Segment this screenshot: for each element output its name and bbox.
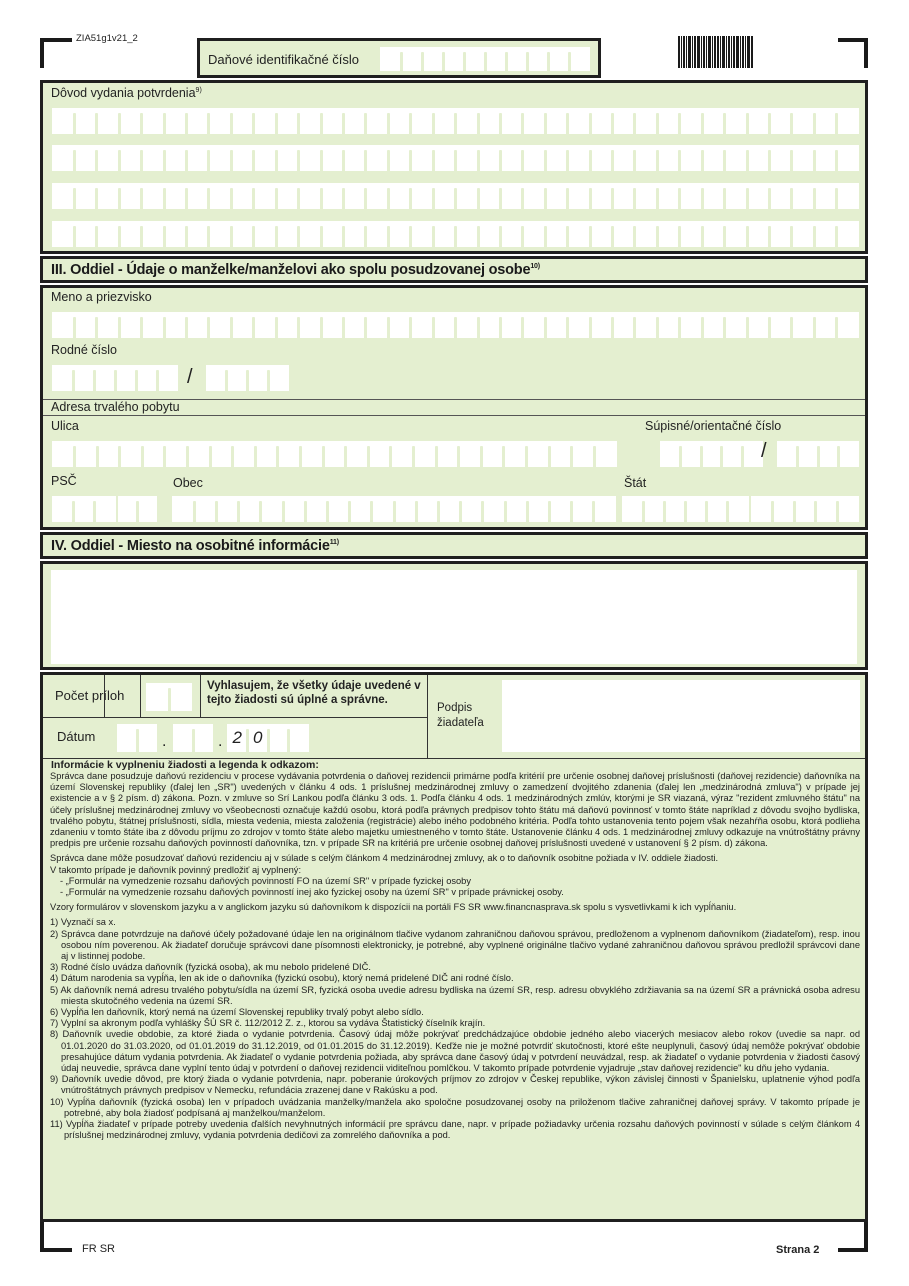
date-dot-2: . [218, 733, 223, 750]
section-3-header [40, 256, 868, 283]
name-label: Meno a priezvisko [51, 290, 152, 304]
reason-panel [40, 80, 868, 254]
info-paragraph-2b: V takomto prípade je daňovník povinný predložiť aj vyplnený: [50, 864, 302, 875]
grid-line [43, 717, 427, 718]
info-note-2: 2) Správca dane potvrdzuje na daňové účely požadované údaje len na originálnom tlačive vydanom zahraničnou daňovou správou, predloženom a vyplnenom daňovníkom (žiadateľom), resp. inou osobou ním poverenou. Ak žiadateľ doručuje správcovi dane písomnosti elektronicky, je potrebné, aby vyplnené originálne tlačivo vydané zahraničnou daňovou správou predložil správcovi dane aj v listinnej podobe. [50, 928, 860, 962]
barcode-icon [678, 36, 766, 68]
section-3-body [40, 285, 868, 530]
state-input-part-2[interactable] [751, 496, 859, 522]
footer-page-number: Strana 2 [776, 1244, 820, 1256]
corner-mark-top-left [40, 38, 72, 68]
reason-label: Dôvod vydania potvrdenia$^{9)}$ [51, 86, 202, 100]
grid-line [140, 675, 141, 717]
section-4-title: IV. Oddiel - Miesto na osobitné informácie$^{11)}$ [51, 538, 339, 554]
info-note-7: 7) Vyplní sa akronym podľa vyhlášky ŠÚ SR č. 112/2012 Z. z., ktorou sa vydáva Štatistický číselník krajín. [50, 1018, 486, 1029]
info-note-5: 5) Ak daňovník nemá adresu trvalého pobytu/sídla na území SR, fyzická osoba uvedie adresu bydliska na území SR, resp. adresu obvyklého zdržiavania sa na území SR a právnická osoba adresu miesta skutočného vedenia na území SR. [50, 984, 860, 1006]
state-label: Štát [624, 476, 647, 490]
info-note-6: 6) Vypĺňa len daňovník, ktorý nemá na území Slovenskej republiky trvalý pobyt alebo sídlo. [50, 1007, 424, 1018]
grid-line [200, 675, 201, 717]
info-heading: Informácie k vyplneniu žiadosti a legenda k odkazom: [51, 759, 319, 771]
street-input[interactable] [52, 441, 617, 467]
form-code: ZIA51g1v21_2 [76, 33, 138, 44]
year-digit-1: 2 [232, 728, 242, 747]
attachments-label: Počet príloh [55, 688, 125, 703]
attachments-count-input[interactable] [146, 683, 192, 711]
birth-number-input-part-2[interactable] [206, 365, 289, 391]
info-bullet-2: - „Formulár na vymedzenie rozsahu daňových povinností inej ako fyzickej osoby na území SR" v prípade právnickej osoby. [60, 887, 564, 898]
info-note-3: 3) Rodné číslo uvádza daňovník (fyzická osoba), ak mu nebolo pridelené DIČ. [50, 962, 371, 973]
info-note-11: 11) Vypĺňa žiadateľ v prípade potreby uvedenia ďalších nevyhnutných informácií pre správcu dane, napr. v prípade požiadavky určenia rozsahu daňových povinností v súlade s celým článkom 4 príslušnej medzinárodnej zmluvy, vydania potvrdenia dedičovi za zomrelého daňovníka a pod. [50, 1119, 860, 1141]
grid-line [427, 675, 428, 759]
reason-input-row-2[interactable] [52, 145, 859, 171]
info-paragraph-2: Správca dane môže posudzovať daňovú rezidenciu aj v súlade s celým článkom 4 medzinárodnej zmluvy, ak o to daňovník osobitne požiada v IV. oddiele žiadosti. [50, 853, 719, 864]
date-month-input[interactable] [173, 724, 213, 752]
info-note-9: 9) Daňovník uvedie dôvod, pre ktorý žiada o vydanie potvrdenia, napr. poberanie úrokových príjmov zo zdrojov v Českej republike, výkon závislej činnosti v Španielsku, uplatnenie výhod podľa vnútroštátnych právnych predpisov v Nemecku, refundácia zrazenej dane v Rakúsku a pod. [50, 1074, 860, 1096]
date-year-input[interactable] [227, 724, 309, 752]
corner-mark-bottom-left [40, 1222, 72, 1252]
date-label: Dátum [57, 729, 96, 744]
address-divider-2 [43, 415, 865, 416]
date-dot-1: . [162, 733, 167, 750]
zip-input-part-2[interactable] [118, 496, 157, 522]
reason-input-row-4[interactable] [52, 221, 859, 247]
reason-input-row-3[interactable] [52, 183, 859, 209]
state-input-part-1[interactable] [622, 496, 749, 522]
zip-input-part-1[interactable] [52, 496, 116, 522]
address-label: Adresa trvalého pobytu [51, 400, 180, 414]
signature-label: Podpis žiadateľa [437, 702, 484, 729]
reason-input-row-1[interactable] [52, 108, 859, 134]
birth-number-label: Rodné číslo [51, 343, 118, 357]
section-4-body [40, 561, 868, 670]
city-input[interactable] [172, 496, 616, 522]
house-number-separator: / [761, 440, 767, 462]
info-text-block [50, 771, 860, 1142]
birth-number-input-part-1[interactable] [52, 365, 178, 391]
house-number-input-part-2[interactable] [777, 441, 859, 467]
info-note-1: 1) Vyznačí sa x. [50, 917, 116, 928]
birth-number-separator: / [187, 366, 193, 388]
date-day-input[interactable] [117, 724, 157, 752]
city-label: Obec [173, 476, 203, 490]
dic-box [197, 38, 601, 78]
info-bullet-1: - „Formulár na vymedzenie rozsahu daňových povinností FO na území SR" v prípade fyzickej osoby [60, 875, 471, 886]
info-note-8: 8) Daňovník uvedie obdobie, za ktoré žiada o vydanie potvrdenia. Časový údaj môže pokrývať predchádzajúce obdobie jedného alebo viacerých mesiacov alebo rokov (uvedie sa napr. od 01.01.2020 do 31.03.2020, od 01.01.2019 do 31.12.2019, od 01.01.2015 do 31.12.2019). Keďže nie je možné potvrdiť skutočnosti, ktoré ešte neuplynuli, časový údaj nemôže pokrývať obdobie presahujúce dátum vydania potvrdenia. Ak žiadateľ o vydanie potvrdenia požiada, aby správca dane časový údaj v potvrdení neuvádzal, resp. ak žiadateľ o vydanie potvrdenia v žiadosti časový údaj neuvedie, správca dane vyplní tento údaj v potvrdení o daňovej rezidencii viditeľnou pomlčkou. V takomto prípade potvrdenie vyjadruje „stav daňovej rezidencie" ku dňu jeho vydania. [50, 1029, 860, 1074]
house-number-label: Súpisné/orientačné číslo [645, 419, 782, 433]
signature-field[interactable] [502, 680, 860, 752]
zip-label: PSČ [51, 474, 77, 488]
street-label: Ulica [51, 419, 79, 433]
house-number-input-part-1[interactable] [660, 441, 763, 467]
name-input[interactable] [52, 312, 859, 338]
corner-mark-bottom-right [838, 1222, 868, 1252]
info-paragraph-3: Vzory formulárov v slovenskom jazyku a v anglickom jazyku sú daňovníkom k dispozícii na portáli FS SR www.financnasprava.sk spolu s vysvetlivkami k ich vypĺňaniu. [50, 902, 737, 913]
info-paragraph-1: Správca dane posudzuje daňovú rezidenciu v procese vydávania potvrdenia o daňovej rezidencii primárne podľa kritérií pre určenie osobnej daňovej príslušnosti (daňovej rezidencie) daňovníka na území Slovenskej republiky (ďalej len „SR") uvedených v článku 4 ods. 1 príslušnej medzinárodnej zmluvy o zamedzení dvojitého zdanenia (ďalej len „medzinárodná zmluva") v prípade jej existencie a v § 2 písm. d) zákona. Pozn. v zmluve so Srí Lankou podľa článku 3 ods. 1. Podľa článku 4 ods. 1 medzinárodných zmlúv, ktorými je SR viazaná, výraz "rezident zmluvného štátu" na účely príslušnej medzinárodnej zmluvy vo všeobecnosti označuje každú osobu, ktorá podľa právnych predpisov tohto štátu má daňovú povinnosť v tomto štáte napríklad z dôvodu svojho bydliska, trvalého pobytu, štátnej príslušnosti, sídla, miesta vedenia, miesta založenia (registrácie) alebo iného podobného kritéria. Podľa tohto ustanovenia tento pojem však nezahŕňa osobu, ktorá podlieha zdaneniu v tomto štáte iba z dôvodu príjmu zo zdrojov v tomto štáte alebo majetku umiestneného v tomto štáte. Ustanovenie článku 4 ods. 1 medzinárodnej zmluvy odkazuje na vnútroštátny právny predpis pre určenie rozsahu daňových povinností daňovníka, tzn. v prípade SR na kritériá pre určenie osobnej daňovej príslušnosti uvedené v ustanovení § 2 písm. d) zákona. [50, 771, 860, 849]
info-note-4: 4) Dátum narodenia sa vypĺňa, len ak ide o daňovníka (fyzickú osobu), ktorý nemá pridelené DIČ ani rodné číslo. [50, 973, 514, 984]
special-info-textarea[interactable] [51, 570, 857, 664]
year-digit-2: 0 [248, 724, 269, 752]
corner-mark-top-right [838, 38, 868, 68]
info-note-10: 10) Vypĺňa daňovník (fyzická osoba) len v prípadoch uvádzania manželky/manžela ako spoločne posudzovanej osoby na priloženom tlačive zahraničnej daňovej správy. V takomto prípade je potrebné, aby bola žiadosť podpísaná aj manželkou/manželom. [50, 1096, 860, 1118]
footer-left: FR SR [82, 1243, 115, 1255]
section-4-header [40, 532, 868, 559]
section-3-title: III. Oddiel - Údaje o manželke/manželovi ako spolu posudzovanej osobe$^{10)}$ [51, 262, 540, 278]
dic-label: Daňové identifikačné číslo [208, 52, 360, 67]
dic-input[interactable] [380, 47, 590, 71]
declaration-text: Vyhlasujem, že všetky údaje uvedené v tejto žiadosti sú úplné a správne. [207, 680, 421, 706]
